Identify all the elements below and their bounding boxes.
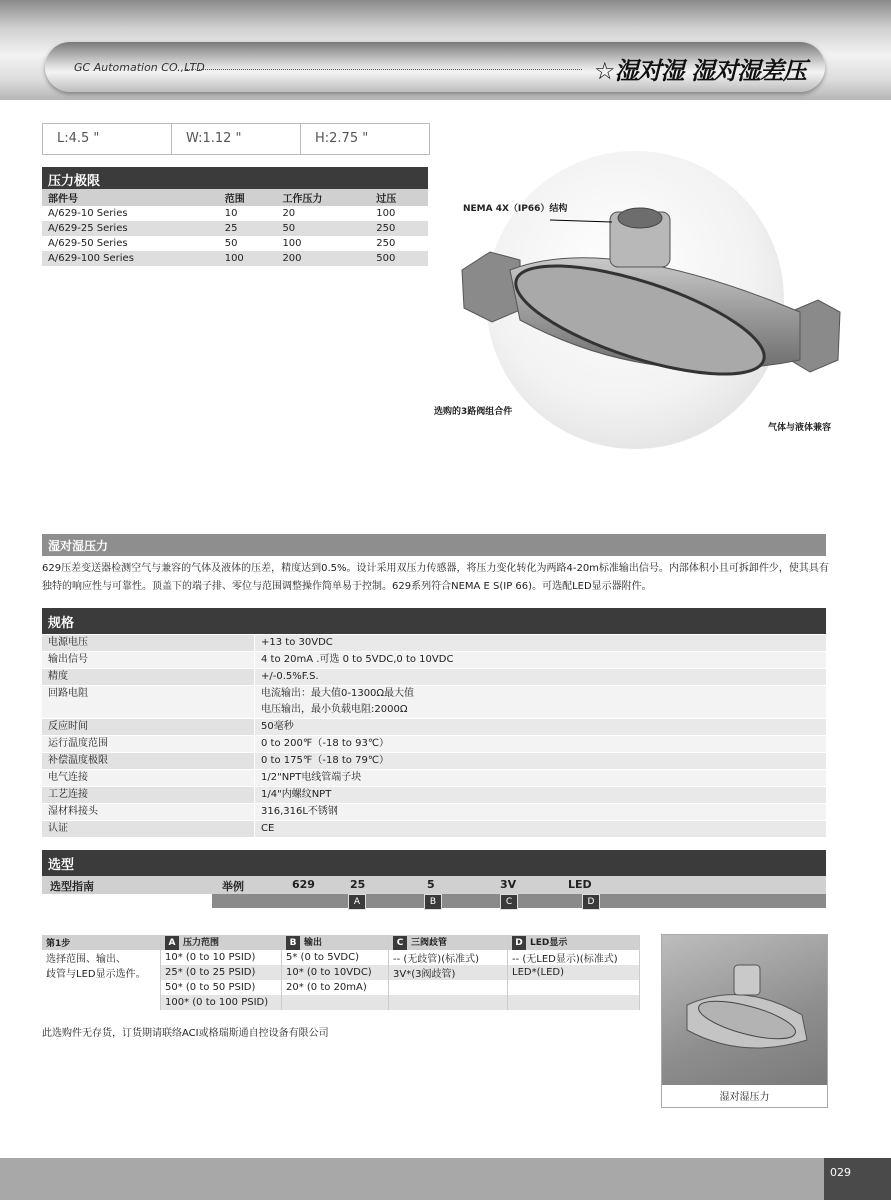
spec-key: 回路电阻: [42, 686, 255, 719]
cell: 250: [370, 221, 428, 236]
cell: 3V*(3阀歧管): [389, 965, 508, 980]
cell: -- (无歧管)(标准式): [389, 950, 508, 965]
cell: 5* (0 to 5VDC): [282, 950, 389, 965]
table-row: [42, 821, 826, 838]
cell: A/629-25 Series: [42, 221, 219, 236]
page-number: 029: [824, 1158, 891, 1200]
spec-value: 4 to 20mA .可选 0 to 5VDC,0 to 10VDC: [255, 652, 827, 669]
selection-guide-row: [42, 876, 826, 894]
step-header-row: [42, 935, 640, 950]
table-row: [42, 736, 826, 753]
letter-badge-a: A: [165, 936, 179, 950]
cell: [42, 980, 161, 995]
cell: 100: [282, 238, 302, 249]
table-row: [42, 686, 826, 719]
cell: [508, 995, 640, 1010]
side-transmitter-illustration: [662, 935, 827, 1085]
cell: 50* (0 to 50 PSID): [161, 980, 282, 995]
cell: 50: [224, 238, 238, 249]
spec-key: 湿材料接头: [42, 804, 255, 821]
table-row: [42, 206, 428, 221]
spec-value-line: 电流输出：最大值0-1300Ω最大值: [261, 688, 415, 699]
step-desc-line: 选择范围、输出、: [42, 950, 161, 965]
cell: 20: [282, 208, 296, 219]
table-row: [42, 635, 826, 652]
dim-width: W:1.12 ": [172, 124, 301, 154]
step-desc-line: 歧管与LED显示选件。: [42, 965, 161, 980]
step-table: [42, 935, 640, 1010]
table-row: [42, 652, 826, 669]
description-title: 湿对湿压力: [42, 534, 826, 556]
cell: [42, 995, 161, 1010]
port-opening: [618, 208, 662, 228]
example-c: 3V: [500, 878, 517, 891]
cell: [508, 980, 640, 995]
col-over: 过压: [370, 189, 428, 206]
dimensions-box: [42, 123, 430, 155]
spec-value: 316,316L不锈钢: [255, 804, 827, 821]
header-output: [282, 935, 389, 950]
callout-arrow: [550, 220, 612, 222]
callout-compat: 气体与液体兼容: [768, 423, 832, 433]
table-row: [42, 980, 640, 995]
letter-d: D: [582, 894, 600, 910]
header-text: 三阀歧管: [411, 938, 448, 948]
spec-key: 认证: [42, 821, 255, 838]
spec-key: 电气连接: [42, 770, 255, 787]
spec-value: 50毫秒: [255, 719, 827, 736]
table-row: [42, 770, 826, 787]
spec-key: 补偿温度极限: [42, 753, 255, 770]
table-row: [42, 950, 640, 965]
cell: 25: [219, 221, 277, 236]
col-range: 范围: [219, 189, 277, 206]
cell: 50: [276, 221, 370, 236]
col-part: 部件号: [42, 189, 219, 206]
example-b: 5: [427, 878, 435, 891]
spec-key: 输出信号: [42, 652, 255, 669]
spec-value: CE: [255, 821, 827, 838]
header-range: [161, 935, 282, 950]
footer-bar: [0, 1158, 891, 1200]
description-text: 629压差变送器检测空气与兼容的气体及液体的压差，精度达到0.5%。设计采用双压力传感器，将压力变化转化为两路4-20m标准输出信号。内部体积小且可拆卸件少，使其具有独特的响应性与可靠性。顶盖下的端子排、零位与范围调整操作简单易于控制。629系列符合NEMA E S(IP 66)。可选配LED显示器附件。: [42, 563, 829, 592]
table-row: [42, 804, 826, 821]
cell: A/629-50 Series: [48, 238, 128, 249]
table-row: [42, 787, 826, 804]
cell: [389, 980, 508, 995]
spec-value: 1/2"NPT电线管端子块: [255, 770, 827, 787]
letter-a: A: [348, 894, 366, 910]
cell: 10: [224, 208, 238, 219]
transmitter-illustration: [450, 200, 850, 400]
cell: 200: [276, 251, 370, 266]
side-caption: 湿对湿压力: [719, 1092, 770, 1103]
letter-badge-b: B: [286, 936, 300, 950]
description-section: [42, 534, 826, 556]
header-text: 压力范围: [183, 938, 220, 948]
cell: 100* (0 to 100 PSID): [161, 995, 282, 1010]
cell: A/629-10 Series: [48, 208, 128, 219]
letter-b: B: [424, 894, 442, 910]
cell: 250: [376, 238, 396, 249]
side-port: [734, 965, 760, 995]
spec-value: 1/4"内螺纹NPT: [255, 787, 827, 804]
example-model: 629: [292, 878, 315, 891]
header-text: LED显示: [530, 938, 568, 948]
selection-title: 选型: [42, 850, 826, 876]
callout-nema: NEMA 4X（IP66）结构: [463, 204, 568, 214]
spec-value: 0 to 175℉（-18 to 79℃）: [255, 753, 827, 770]
table-row: [42, 221, 428, 236]
header-manifold: [389, 935, 508, 950]
letter-badge-c: C: [393, 936, 407, 950]
selection-section: [42, 850, 826, 908]
side-product-photo: [662, 935, 827, 1085]
table-row: [42, 251, 428, 266]
callout-valve: 选购的3路阀组合件: [434, 407, 513, 417]
header-led: [508, 935, 640, 950]
table-row: [42, 965, 640, 980]
step-label: 第1步: [42, 935, 161, 950]
left-fitting: [462, 252, 520, 322]
cell: 20* (0 to 20mA): [282, 980, 389, 995]
table-row: [42, 236, 428, 251]
spec-value: 0 to 200℉（-18 to 93℃）: [255, 736, 827, 753]
spec-value: +/-0.5%F.S.: [255, 669, 827, 686]
table-row: [42, 753, 826, 770]
cell: 100: [376, 208, 396, 219]
cell: -- (无LED显示)(标准式): [508, 950, 640, 965]
letter-badge-d: D: [512, 936, 526, 950]
spec-key: 运行温度范围: [42, 736, 255, 753]
company-name: GC Automation CO.,LTD: [74, 61, 205, 74]
table-row: [42, 995, 640, 1010]
spec-key: 精度: [42, 669, 255, 686]
pressure-limits-table: [42, 167, 428, 266]
table-header-row: [42, 189, 428, 206]
cell: 500: [370, 251, 428, 266]
specs-table: [42, 608, 826, 837]
specs-title: 规格: [42, 608, 826, 634]
header-dotted-rule: [186, 69, 582, 70]
cell: [389, 995, 508, 1010]
example-a: 25: [350, 878, 366, 891]
cell: LED*(LED): [508, 965, 640, 980]
selection-letter-row: [212, 894, 826, 908]
cell: 100: [219, 251, 277, 266]
example-d: LED: [568, 878, 592, 891]
spec-value: [255, 686, 827, 719]
header-text: 输出: [304, 938, 323, 948]
footnote: 此选购件无存货，订货期请联络ACI或格瑞斯通自控设备有限公司: [42, 1028, 329, 1039]
cell: A/629-100 Series: [42, 251, 219, 266]
table-row: [42, 719, 826, 736]
guide-label: 选型指南: [50, 880, 94, 893]
letter-c: C: [500, 894, 518, 910]
page-title: ☆湿对湿 湿对湿差压: [594, 57, 806, 85]
pressure-limits-title: 压力极限: [42, 167, 428, 189]
cell: 10* (0 to 10 PSID): [161, 950, 282, 965]
cell: 25* (0 to 25 PSID): [161, 965, 282, 980]
dim-height: H:2.75 ": [315, 131, 369, 146]
col-working: 工作压力: [276, 189, 370, 206]
table-row: [42, 669, 826, 686]
cell: [282, 995, 389, 1010]
spec-key: 电源电压: [42, 635, 255, 652]
spec-value: +13 to 30VDC: [255, 635, 827, 652]
spec-value-line: 电压输出，最小负载电阻:2000Ω: [261, 704, 408, 715]
cell: 10* (0 to 10VDC): [282, 965, 389, 980]
spec-key: 反应时间: [42, 719, 255, 736]
example-label: 举例: [222, 880, 244, 893]
dim-length: L:4.5 ": [43, 124, 172, 154]
spec-key: 工艺连接: [42, 787, 255, 804]
